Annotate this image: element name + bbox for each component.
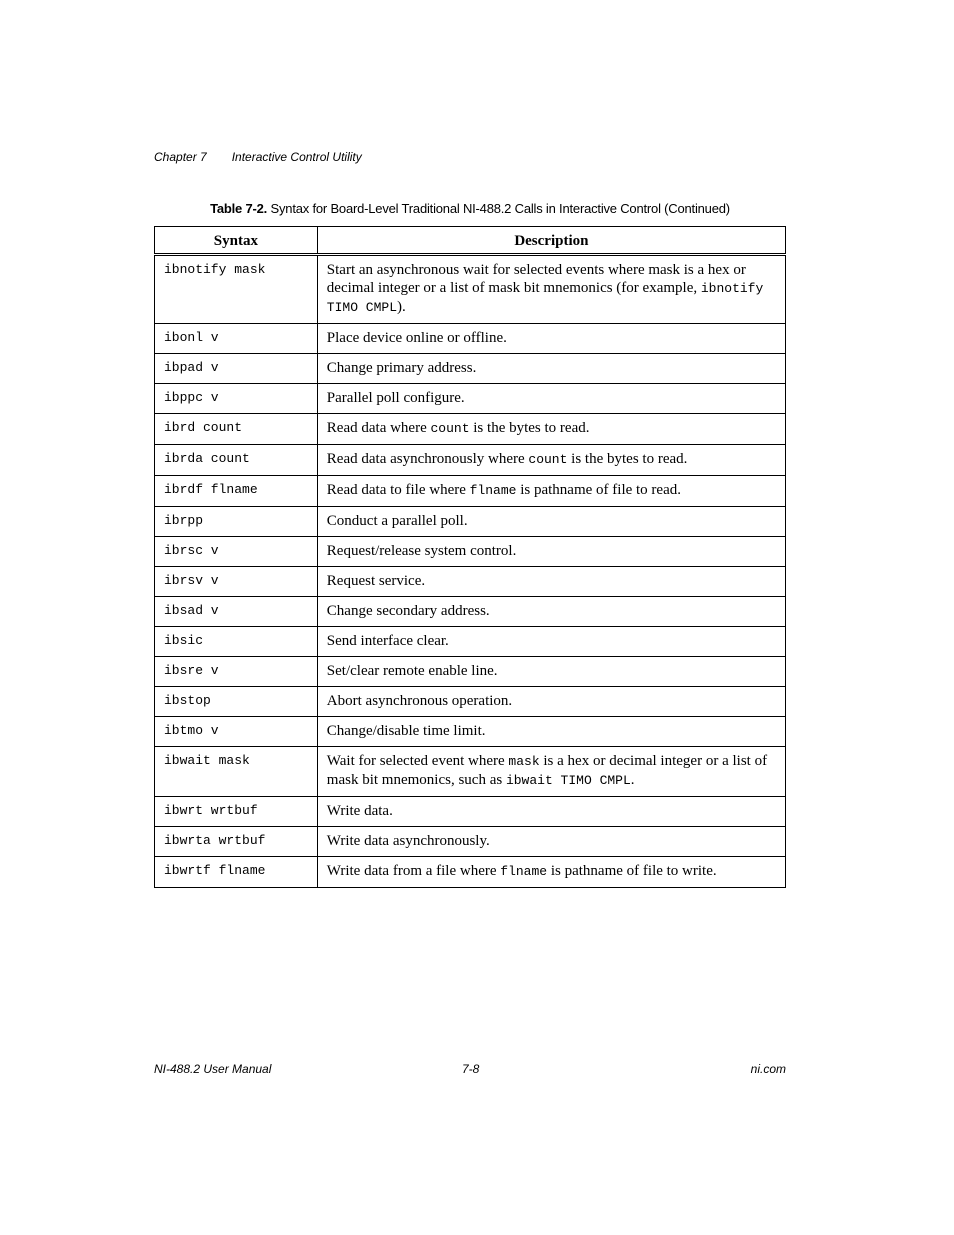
description-cell	[317, 597, 785, 627]
description-text: is a hex or decimal integer or a list of mask bit mnemonics, such as	[326, 753, 768, 788]
description-text: Read data where	[326, 420, 431, 436]
description-cell	[317, 354, 785, 384]
syntax-cell: ibppc v	[155, 384, 318, 414]
table-row	[155, 384, 786, 414]
description-text: Conduct a parallel poll.	[326, 513, 468, 529]
table-row	[155, 597, 786, 627]
syntax-cell: ibnotify mask	[155, 255, 318, 324]
description-cell	[317, 657, 785, 687]
description-cell	[317, 797, 785, 827]
inline-code: flname	[469, 483, 517, 498]
table-row	[155, 657, 786, 687]
syntax-cell: ibrsv v	[155, 567, 318, 597]
syntax-cell: ibtmo v	[155, 717, 318, 747]
table-caption	[154, 201, 786, 216]
inline-code: ibnotify TIMO CMPL	[326, 281, 764, 315]
description-text: ).	[397, 299, 406, 315]
chapter-title: Interactive Control Utility	[231, 150, 362, 164]
description-text: Request/release system control.	[326, 543, 517, 559]
table-row	[155, 476, 786, 507]
description-text: Start an asynchronous wait for selected events where mask is a hex or decimal integer or a list of mask bit mnemonics (for example,	[326, 262, 746, 296]
table-row	[155, 627, 786, 657]
syntax-cell: ibrpp	[155, 507, 318, 537]
footer-page-number: 7-8	[462, 1062, 480, 1076]
syntax-cell: ibrda count	[155, 445, 318, 476]
syntax-cell: ibrd count	[155, 414, 318, 445]
table-body	[155, 255, 786, 888]
syntax-cell: ibsad v	[155, 597, 318, 627]
description-text: Read data to file where	[326, 482, 470, 498]
syntax-cell: ibwait mask	[155, 747, 318, 797]
footer-website: ni.com	[750, 1062, 786, 1076]
description-text: Change primary address.	[326, 360, 477, 376]
inline-code: flname	[500, 864, 548, 879]
description-cell	[317, 857, 785, 888]
description-text: Set/clear remote enable line.	[326, 663, 498, 679]
syntax-cell: ibwrta wrtbuf	[155, 827, 318, 857]
description-cell	[317, 255, 785, 324]
description-cell	[317, 537, 785, 567]
table-header-row	[155, 227, 786, 255]
description-cell	[317, 384, 785, 414]
description-text: Read data asynchronously where	[326, 451, 529, 467]
inline-code: ibwait TIMO CMPL	[505, 773, 631, 788]
table-row	[155, 747, 786, 797]
syntax-cell: ibstop	[155, 687, 318, 717]
syntax-cell: ibwrtf flname	[155, 857, 318, 888]
syntax-cell: ibpad v	[155, 354, 318, 384]
description-text: Place device online or offline.	[326, 330, 507, 346]
table-row	[155, 687, 786, 717]
description-cell	[317, 507, 785, 537]
description-text: is the bytes to read.	[469, 420, 590, 436]
running-header	[154, 150, 362, 164]
description-text: Request service.	[326, 573, 426, 589]
inline-code: count	[528, 452, 568, 467]
description-text: Change/disable time limit.	[326, 723, 486, 739]
table-row	[155, 857, 786, 888]
description-cell	[317, 476, 785, 507]
table-row	[155, 324, 786, 354]
description-text: .	[630, 772, 635, 788]
description-text: Send interface clear.	[326, 633, 449, 649]
description-text: is pathname of file to write.	[547, 863, 717, 879]
description-text: Write data from a file where	[326, 863, 501, 879]
table-row	[155, 827, 786, 857]
description-text: Change secondary address.	[326, 603, 490, 619]
column-header-description: Description	[317, 227, 785, 255]
description-cell	[317, 827, 785, 857]
table-row	[155, 797, 786, 827]
description-cell	[317, 717, 785, 747]
table-number: Table 7-2.	[210, 201, 268, 216]
inline-code: mask	[508, 754, 540, 769]
syntax-cell: ibwrt wrtbuf	[155, 797, 318, 827]
syntax-cell: ibrsc v	[155, 537, 318, 567]
table-row	[155, 445, 786, 476]
table-row	[155, 567, 786, 597]
description-text: Wait for selected event where	[326, 753, 509, 769]
description-text: is pathname of file to read.	[516, 482, 681, 498]
description-text: Write data.	[326, 803, 393, 819]
table-row	[155, 537, 786, 567]
description-text: is the bytes to read.	[567, 451, 688, 467]
syntax-cell: ibsre v	[155, 657, 318, 687]
inline-code: count	[430, 421, 470, 436]
description-text: Write data asynchronously.	[326, 833, 490, 849]
footer-manual-title: NI-488.2 User Manual	[154, 1062, 272, 1076]
table-caption-text: Syntax for Board-Level Traditional NI-488.2 Calls in Interactive Control (Continued)	[270, 201, 730, 216]
description-cell	[317, 414, 785, 445]
syntax-cell: ibrdf flname	[155, 476, 318, 507]
description-cell	[317, 567, 785, 597]
table-row	[155, 414, 786, 445]
description-cell	[317, 627, 785, 657]
table-row	[155, 717, 786, 747]
chapter-label: Chapter 7	[154, 150, 207, 164]
description-cell	[317, 687, 785, 717]
description-cell	[317, 747, 785, 797]
table-row	[155, 354, 786, 384]
syntax-table	[154, 226, 786, 888]
description-cell	[317, 324, 785, 354]
syntax-cell: ibsic	[155, 627, 318, 657]
column-header-syntax: Syntax	[155, 227, 318, 255]
description-text: Abort asynchronous operation.	[326, 693, 513, 709]
table-row	[155, 507, 786, 537]
description-text: Parallel poll configure.	[326, 390, 465, 406]
description-cell	[317, 445, 785, 476]
table-row	[155, 255, 786, 324]
syntax-cell: ibonl v	[155, 324, 318, 354]
